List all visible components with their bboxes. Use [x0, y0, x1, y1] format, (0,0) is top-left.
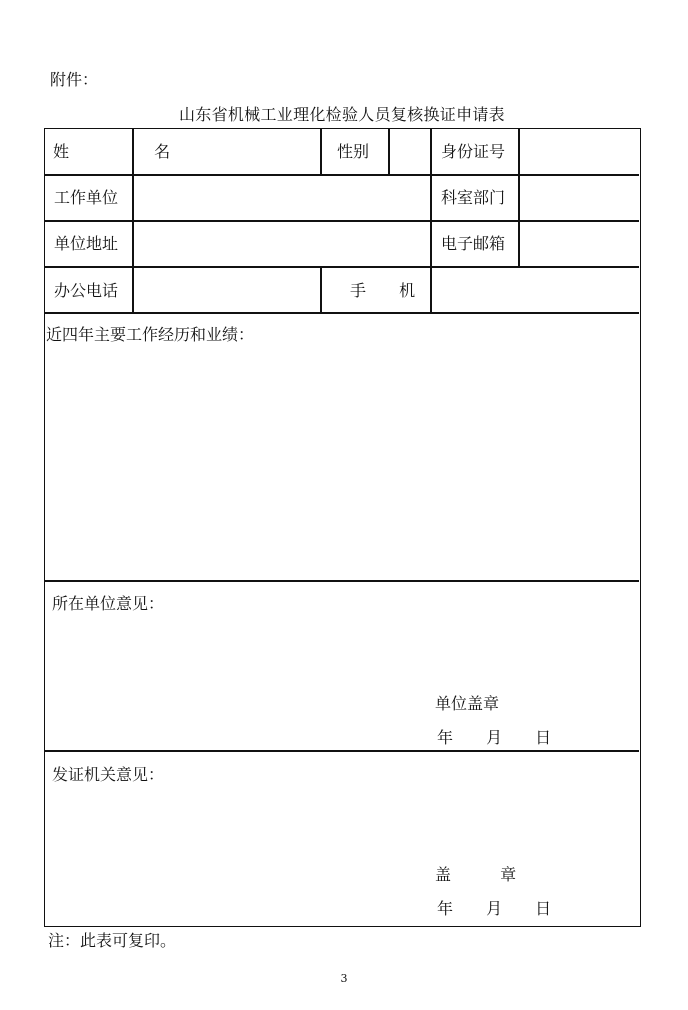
mobile-field[interactable]: [432, 269, 637, 311]
row-divider-4: [45, 312, 639, 314]
unit-address-label: 单位地址: [54, 234, 119, 253]
id-number-label: 身份证号: [441, 142, 506, 161]
office-phone-label: 办公电话: [54, 281, 119, 300]
row-divider-3: [45, 266, 639, 268]
experience-field[interactable]: [47, 349, 637, 577]
column-divider-mobile: [320, 266, 322, 313]
authority-seal-text: 盖 章: [435, 865, 539, 884]
unit-date-label: [437, 728, 565, 748]
department-label: 科室部门: [441, 188, 506, 207]
authority-opinion-label: 发证机关意见：: [52, 765, 165, 784]
mobile-label-text: 手 机: [350, 281, 430, 300]
unit-address-field[interactable]: [134, 223, 428, 265]
form-title: 山东省机械工业理化检验人员复核换证申请表: [178, 105, 505, 124]
name-label: [53, 142, 211, 162]
column-divider-gender: [320, 129, 322, 175]
work-unit-field[interactable]: [134, 177, 428, 219]
authority-date-label: [437, 899, 565, 919]
name-label-text: 姓 名: [53, 142, 211, 161]
authority-seal-label: [435, 865, 538, 885]
unit-seal-label: 单位盖章: [435, 694, 500, 713]
id-number-field[interactable]: [520, 131, 637, 173]
unit-date-text: 年 月 日: [437, 728, 566, 747]
gender-label: 性别: [337, 142, 370, 161]
experience-label: 近四年主要工作经历和业绩：: [46, 325, 255, 344]
email-label: 电子邮箱: [441, 234, 506, 253]
mobile-label: [350, 281, 429, 301]
attachment-label: 附件：: [50, 70, 99, 89]
row-divider-1: [45, 174, 639, 176]
office-phone-field[interactable]: [134, 269, 318, 311]
department-field[interactable]: [520, 177, 637, 219]
unit-opinion-label: 所在单位意见：: [52, 594, 165, 613]
work-unit-label: 工作单位: [54, 188, 119, 207]
page-number: 3: [340, 972, 348, 985]
section-divider-unit-opinion: [45, 750, 639, 752]
authority-date-text: 年 月 日: [437, 899, 566, 918]
application-form-table: [44, 128, 641, 927]
row-divider-2: [45, 220, 639, 222]
section-divider-experience: [45, 580, 639, 582]
gender-field[interactable]: [390, 131, 428, 173]
footer-note: 注：此表可复印。: [48, 931, 177, 950]
email-field[interactable]: [520, 223, 637, 265]
name-field[interactable]: [134, 131, 318, 173]
